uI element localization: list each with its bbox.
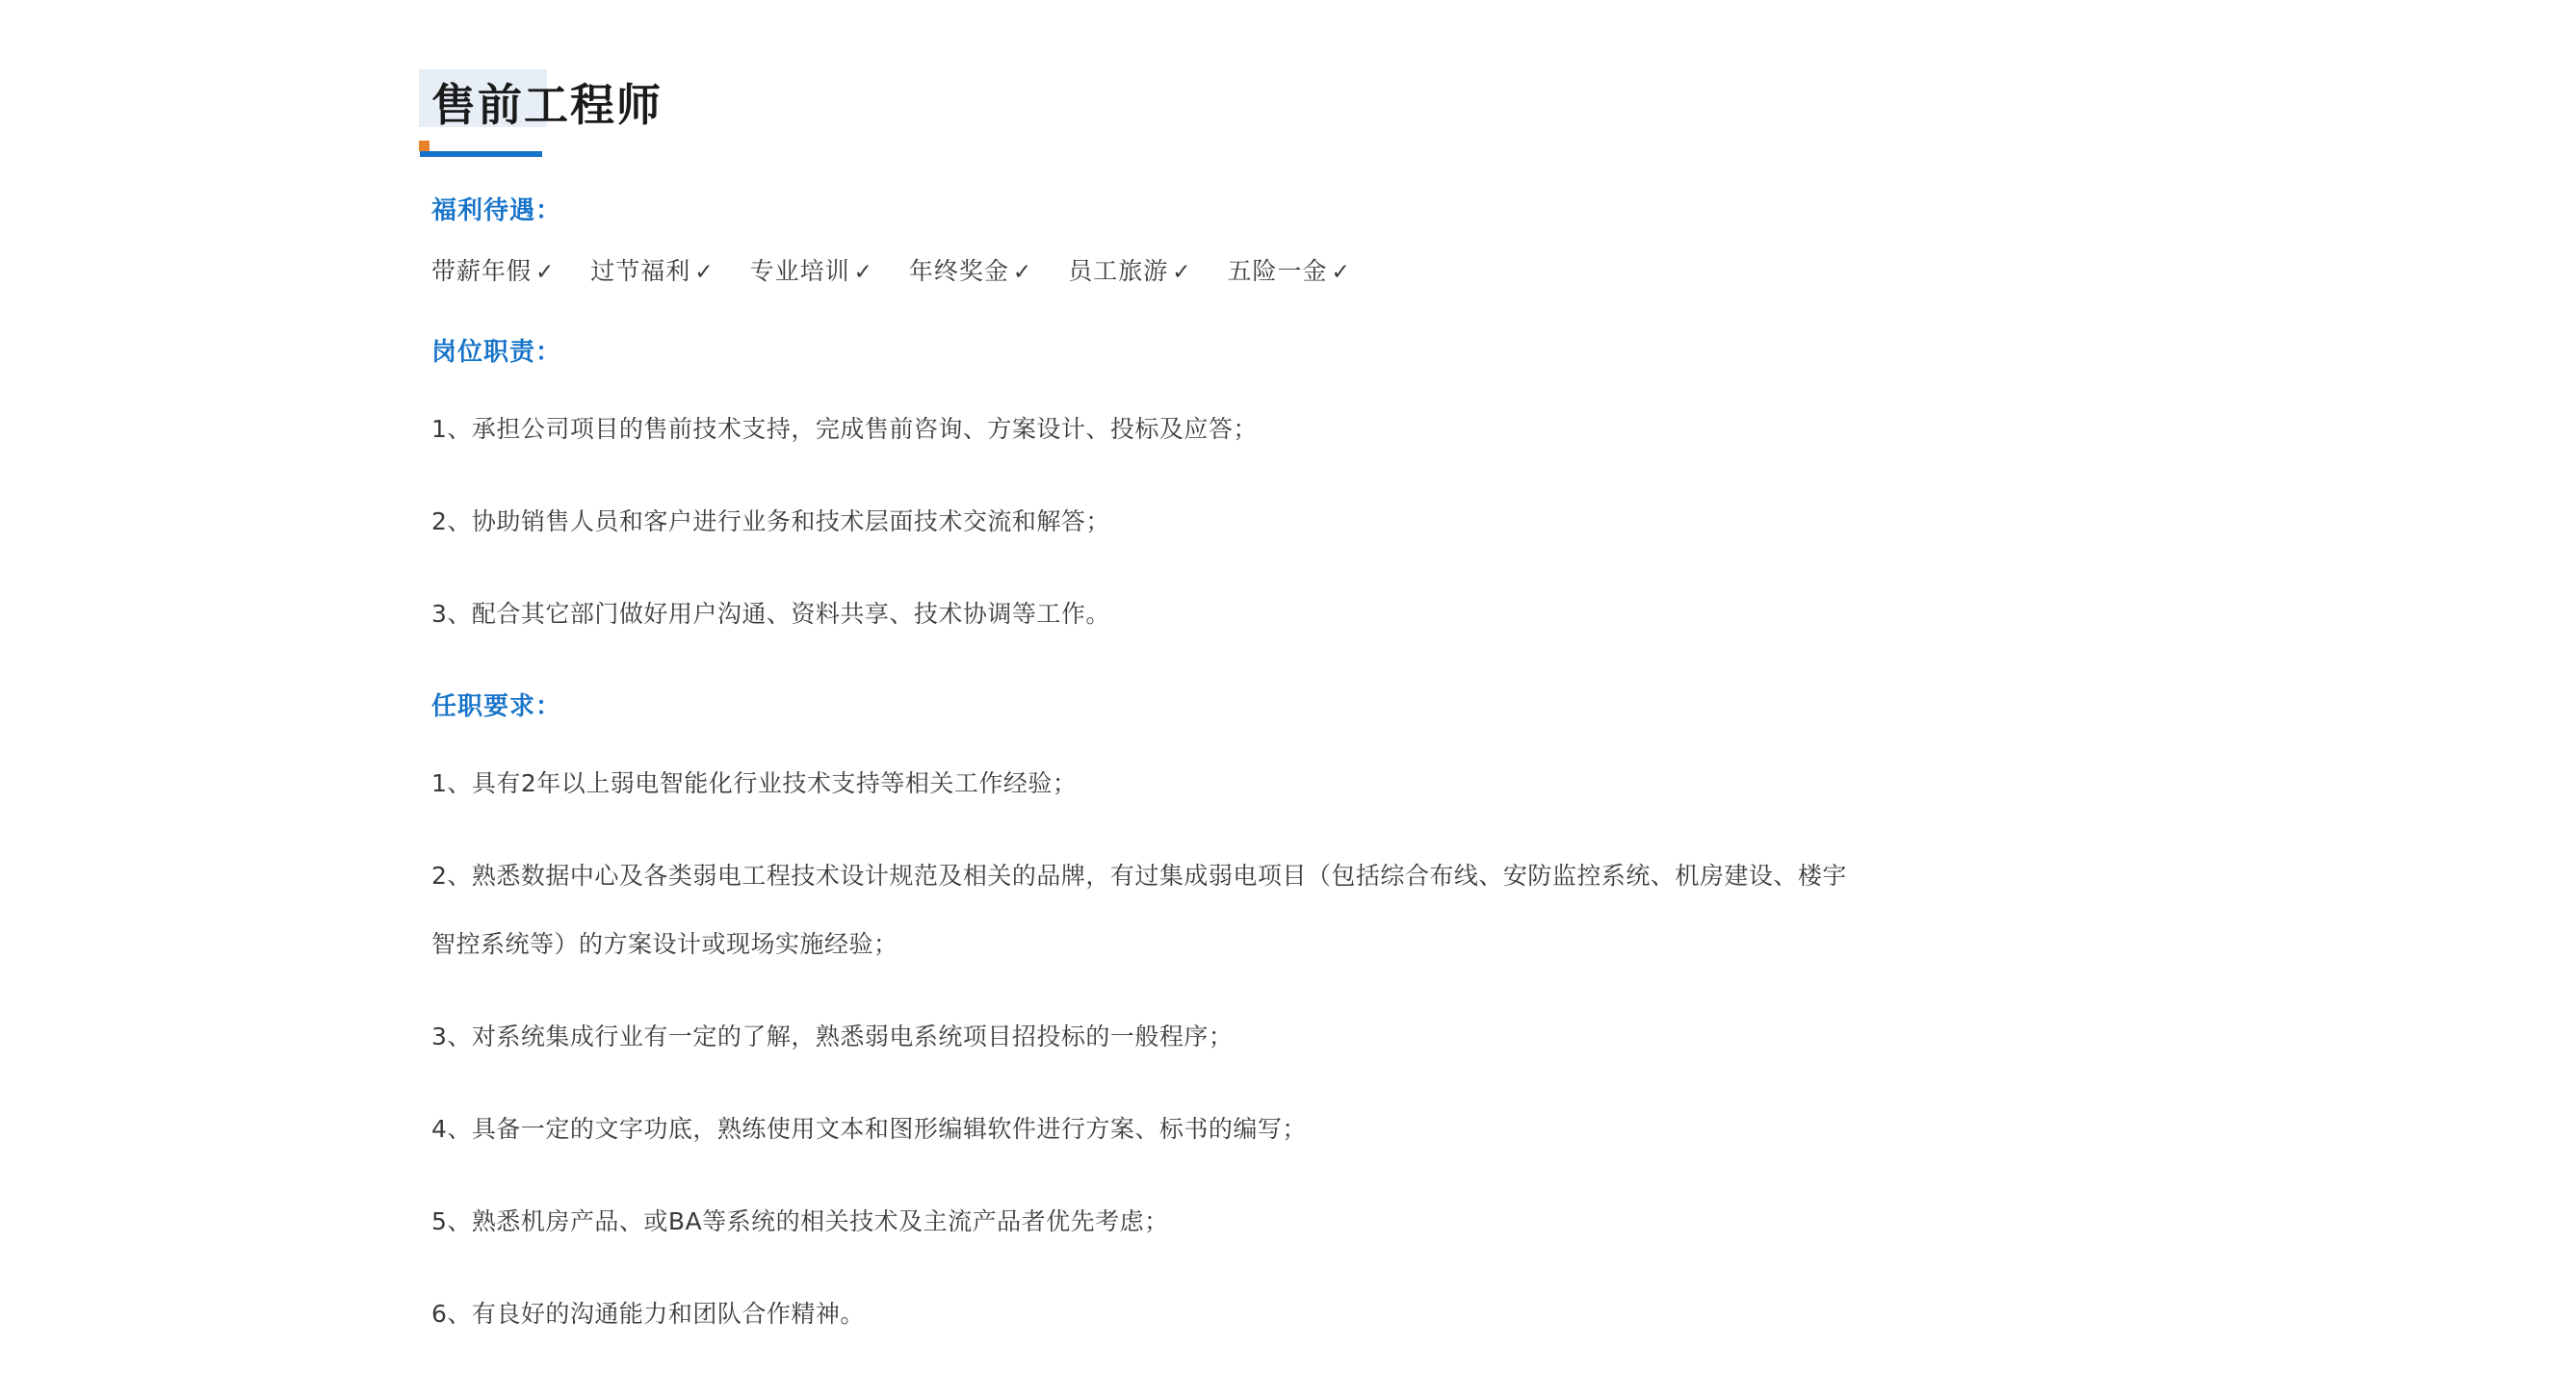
benefit-label: 五险一金 [1227,257,1328,285]
list-item [750,250,872,294]
list-item: 1、具有2年以上弱电智能化行业技术支持等相关工作经验； [431,769,1078,797]
list-item [431,250,554,294]
title-underline [420,151,542,157]
check-icon: ✓ [1172,260,1191,285]
check-icon: ✓ [1012,260,1032,285]
list-item [1068,250,1190,294]
list-item [590,250,713,294]
section-heading-requirements: 任职要求： [431,692,562,721]
list-item: 6、有良好的沟通能力和团队合作精神。 [431,1300,865,1328]
section-benefits [431,193,2069,294]
list-item: 5、熟悉机房产品、或BA等系统的相关技术及主流产品者优先考虑； [431,1207,1169,1235]
list-item: 3、配合其它部门做好用户沟通、资料共享、技术协调等工作。 [431,600,1110,628]
section-responsibilities [431,334,2069,648]
list-item: 2、熟悉数据中心及各类弱电工程技术设计规范及相关的品牌，有过集成弱电项目（包括综合布线、安防监控系统、机房建设、楼宇智控系统等）的方案设计或现场实施经验； [431,862,1847,958]
benefit-label: 过节福利 [590,257,691,285]
section-heading-benefits: 福利待遇： [431,196,562,225]
content-container [431,75,2069,1373]
section-heading-responsibilities: 岗位职责： [431,338,562,367]
list-item: 2、协助销售人员和客户进行业务和技术层面技术交流和解答； [431,507,1110,535]
benefit-label: 带薪年假 [431,257,533,285]
check-icon: ✓ [694,260,714,285]
check-icon: ✓ [1331,260,1350,285]
benefit-label: 员工旅游 [1068,257,1169,285]
benefit-label: 年终奖金 [908,257,1009,285]
page-title-block [431,75,663,135]
list-item: 3、对系统集成行业有一定的了解，熟悉弱电系统项目招投标的一般程序； [431,1023,1234,1050]
list-item [909,250,1031,294]
list-item: 4、具备一定的文字功底，熟练使用文本和图形编辑软件进行方案、标书的编写； [431,1115,1307,1143]
benefit-label: 专业培训 [749,257,850,285]
list-item: 1、承担公司项目的售前技术支持，完成售前咨询、方案设计、投标及应答； [431,415,1258,443]
check-icon: ✓ [853,260,872,285]
section-requirements [431,688,2069,1348]
benefits-list [431,250,2069,294]
page-title: 售前工程师 [431,79,663,131]
check-icon: ✓ [535,260,555,285]
list-item [1227,250,1349,294]
title-accent-dot [419,141,429,151]
